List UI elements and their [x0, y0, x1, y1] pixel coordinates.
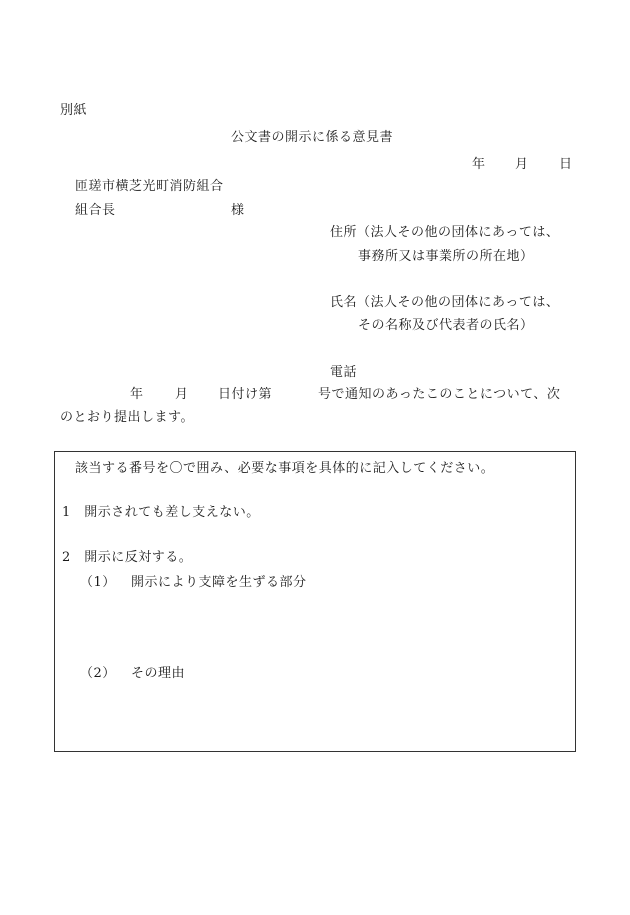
date-day-label: 日 — [559, 157, 573, 172]
sender-name-label: 氏名（法人その他の団体にあっては、 — [330, 295, 560, 310]
option-1-no-objection: 1 開示されても差し支えない。 — [62, 505, 260, 520]
date-year-label: 年 — [472, 157, 486, 172]
sender-address-note: 事務所又は事業所の所在地） — [358, 249, 534, 264]
sender-phone-label: 電話 — [330, 365, 358, 380]
body-notice-text: 号で通知のあったこのことについて、次 — [318, 387, 561, 402]
sender-address-label: 住所（法人その他の団体にあっては、 — [330, 225, 560, 240]
addressee-position: 組合長 — [75, 203, 116, 218]
date-month-label: 月 — [515, 157, 529, 172]
document-title: 公文書の開示に係る意見書 — [231, 130, 394, 145]
sub-item-1-number: （1） — [80, 575, 116, 590]
option-2-objection: 2 開示に反対する。 — [62, 550, 193, 565]
body-year-label: 年 — [130, 387, 144, 402]
addressee-honorific: 様 — [231, 203, 245, 218]
body-month-label: 月 — [175, 387, 189, 402]
sub-item-2-number: （2） — [80, 666, 116, 681]
body-day-number-label: 日付け第 — [218, 387, 273, 402]
opinion-box — [54, 451, 576, 752]
box-instruction: 該当する番号を〇で囲み、必要な事項を具体的に記入してください。 — [75, 461, 495, 476]
sub-item-2-label: その理由 — [131, 666, 186, 681]
attachment-label: 別紙 — [60, 103, 88, 118]
sender-name-note: その名称及び代表者の氏名） — [358, 318, 534, 333]
body-submit-text: のとおり提出します。 — [60, 410, 194, 425]
addressee-organization: 匝瑳市横芝光町消防組合 — [75, 179, 224, 194]
sub-item-1-label: 開示により支障を生ずる部分 — [131, 575, 307, 590]
